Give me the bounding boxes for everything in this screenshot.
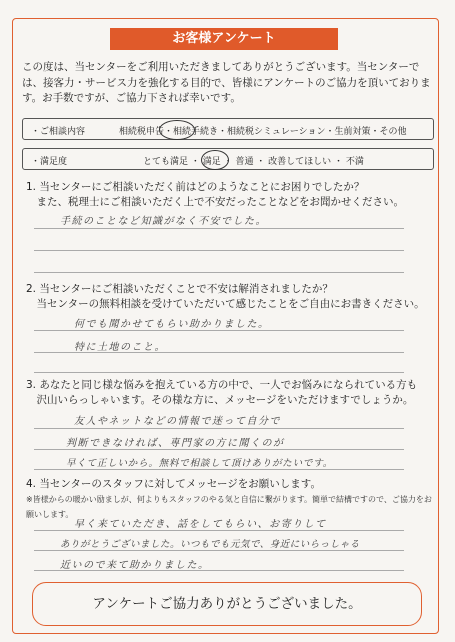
answer-2-line-1: 何でも聞かせてもらい助かりました。 [74,319,270,330]
answer-line [34,272,404,273]
consult-label: ・ご相談内容 [31,127,86,137]
survey-title: お客様アンケート [110,28,338,50]
question-3: 3. あなたと同じ様な悩みを抱えている方の中で、一人でお悩みになられている方も 沢山いらっしゃいます。その様な方に、メッセージをいただけますでしょうか。 [26,379,418,406]
answer-line [34,428,404,429]
question-4-note: ※皆様からの暖かい励ましが、何よりもスタッフのやる気と自信に繋がります。簡単で結構ですので、ご協力をお願いします。 [26,495,432,519]
satisfaction-label: ・満足度 [31,157,68,167]
answer-line [34,570,404,571]
answer-line [34,550,404,551]
consult-box [22,118,434,140]
satisfaction-selected-circle [201,150,229,170]
consult-selected-circle [159,120,195,140]
answer-line [34,330,404,331]
satisfaction-box [22,148,434,170]
answer-line [34,469,404,470]
answer-3-line-1: 友人やネットなどの情報で迷って自分で [74,416,281,427]
answer-4-line-1: 早く来ていただき、話をしてもらい、お寄りして [74,519,327,530]
thank-you-footer: アンケートご協力ありがとうございました。 [32,582,422,626]
answer-2-line-2: 特に土地のこと。 [74,342,166,353]
intro-text: この度は、当センターをご利用いただきましてありがとうございます。当センターでは、接客力・サービス力を強化する目的で、皆様にアンケートのご協力を頂いております。お手数ですが、ご協力下されば幸いです。 [22,61,431,104]
consult-options: 相続税申告・相続手続き・相続税シミュレーション・生前対策・その他 [119,127,407,137]
answer-line [34,372,404,373]
answer-line [34,530,404,531]
answer-line [34,352,404,353]
answer-1-line-1: 手続のことなど知識がなく不安でした。 [60,216,267,227]
answer-line [34,228,404,229]
satisfaction-options: とても満足 ・ 満足 ・ 普通 ・ 改善してほしい ・ 不満 [143,157,364,167]
answer-line [34,449,404,450]
answer-4-line-2: ありがとうございました。いつもでも元気で、身近にいらっしゃる [60,539,360,550]
question-2: 2. 当センターにご相談いただくことで不安は解消されましたか？ 当センターの無料相談を受けていただいて感じたことをご自由にお書きください。 [26,283,425,310]
answer-3-line-2: 判断できなければ、専門家の方に聞くのが [66,438,285,449]
answer-4-line-3: 近いので来て助かりました。 [60,560,210,571]
question-1: 1. 当センターにご相談いただく前はどのようなことにお困りでしたか？ また、税理士にご相談いただく上で不安だったことなどをお聞かせください。 [26,181,404,208]
question-4-text: 4. 当センターのスタッフに対してメッセージをお願いします。 [26,478,321,490]
answer-line [34,250,404,251]
answer-3-line-3: 早くて正しいから。無料で相談して頂けありがたいです。 [66,458,334,469]
